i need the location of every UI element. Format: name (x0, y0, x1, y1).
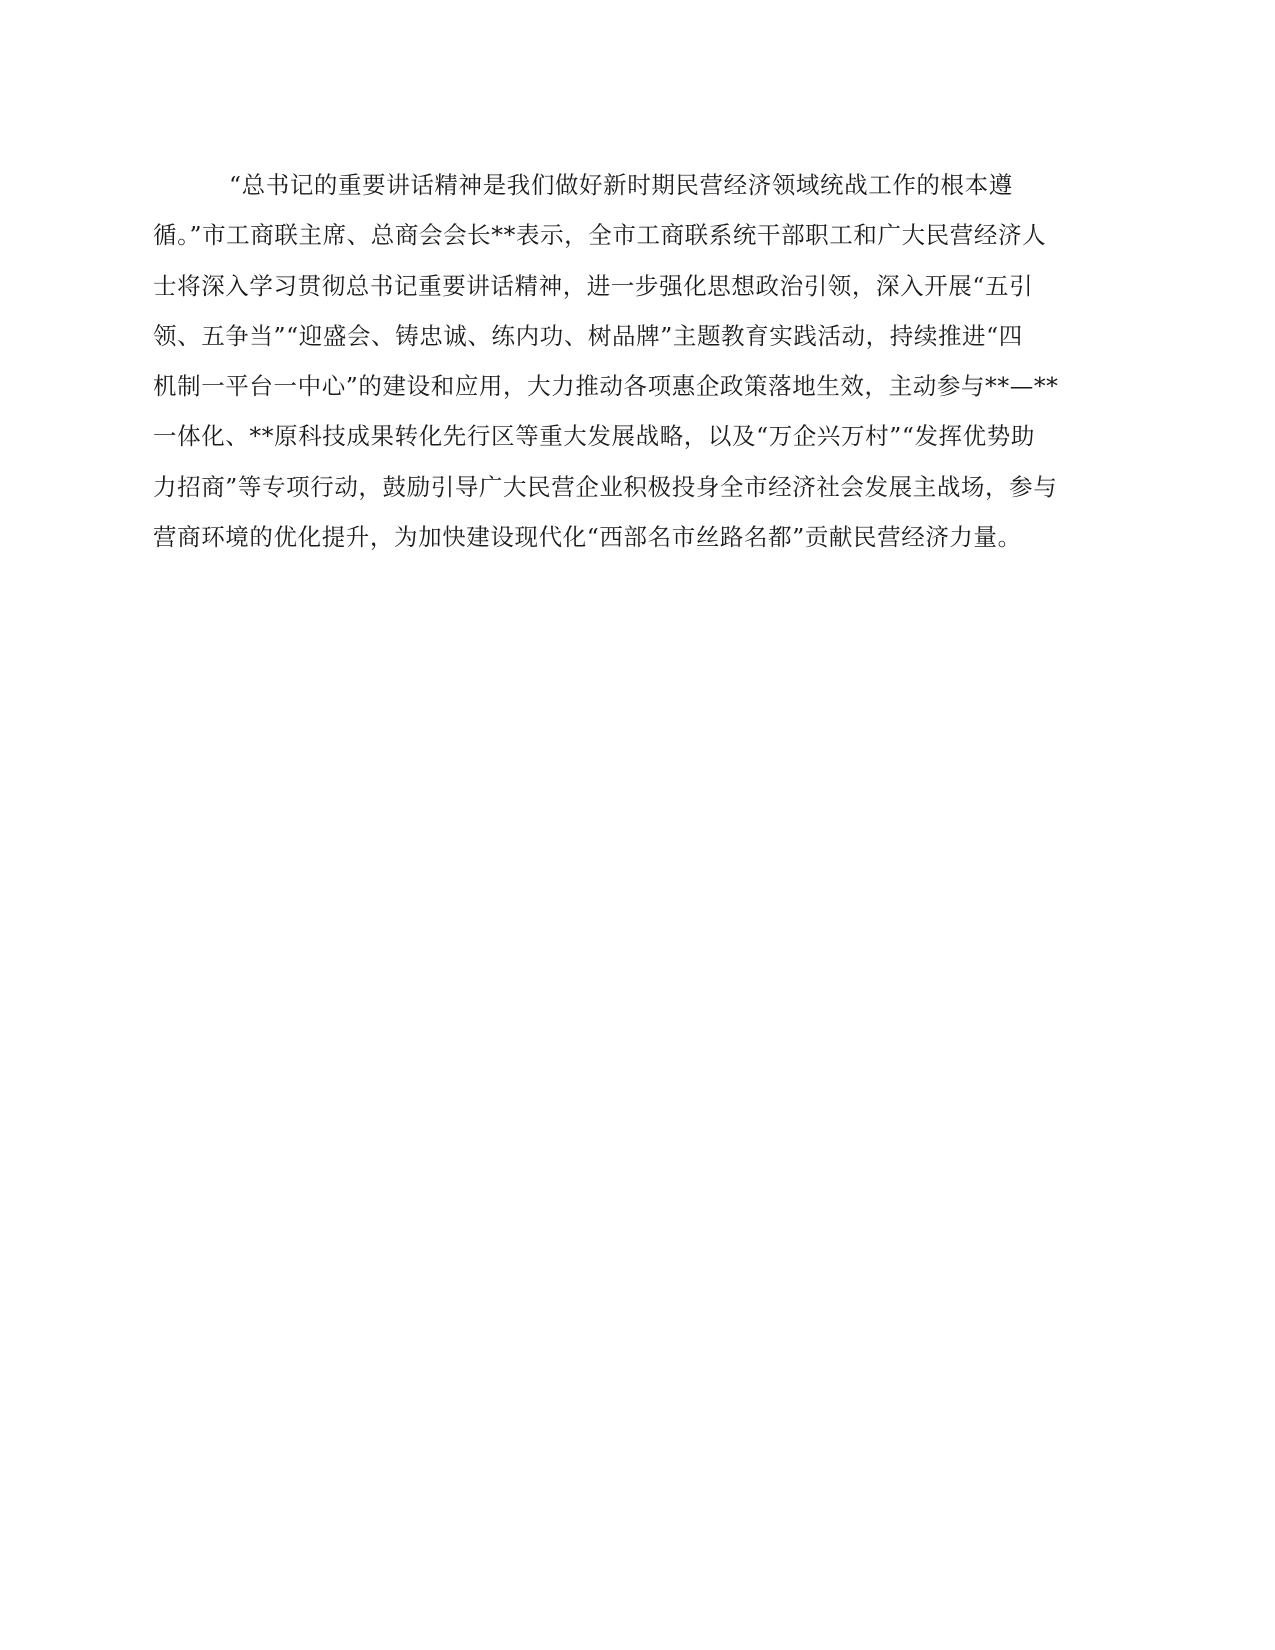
paragraph-line: 营商环境的优化提升，为加快建设现代化“西部名市丝路名都”贡献民营经济力量。 (153, 523, 1022, 552)
paragraph-line: 机制一平台一中心”的建设和应用，大力推动各项惠企政策落地生效，主动参与**—** (153, 372, 1059, 401)
paragraph-line: 循。”市工商联主席、总商会会长**表示，全市工商联系统干部职工和广大民营经济人 (153, 221, 1047, 250)
paragraph-line: 士将深入学习贯彻总书记重要讲话精神，进一步强化思想政治引领，深入开展“五引 (153, 271, 1034, 300)
paragraph-line: “总书记的重要讲话精神是我们做好新时期民营经济领域统战工作的根本遵 (229, 171, 1013, 199)
paragraph-line: 力招商”等专项行动，鼓励引导广大民营企业积极投身全市经济社会发展主战场，参与 (153, 472, 1058, 501)
paragraph-line: 领、五争当”“迎盛会、铸忠诚、练内功、树品牌”主题教育实践活动，持续推进“四 (153, 321, 1023, 350)
body-paragraph (153, 160, 1083, 562)
paragraph-line: 一体化、**原科技成果转化先行区等重大发展战略，以及“万企兴万村”“发挥优势助 (153, 422, 1035, 451)
